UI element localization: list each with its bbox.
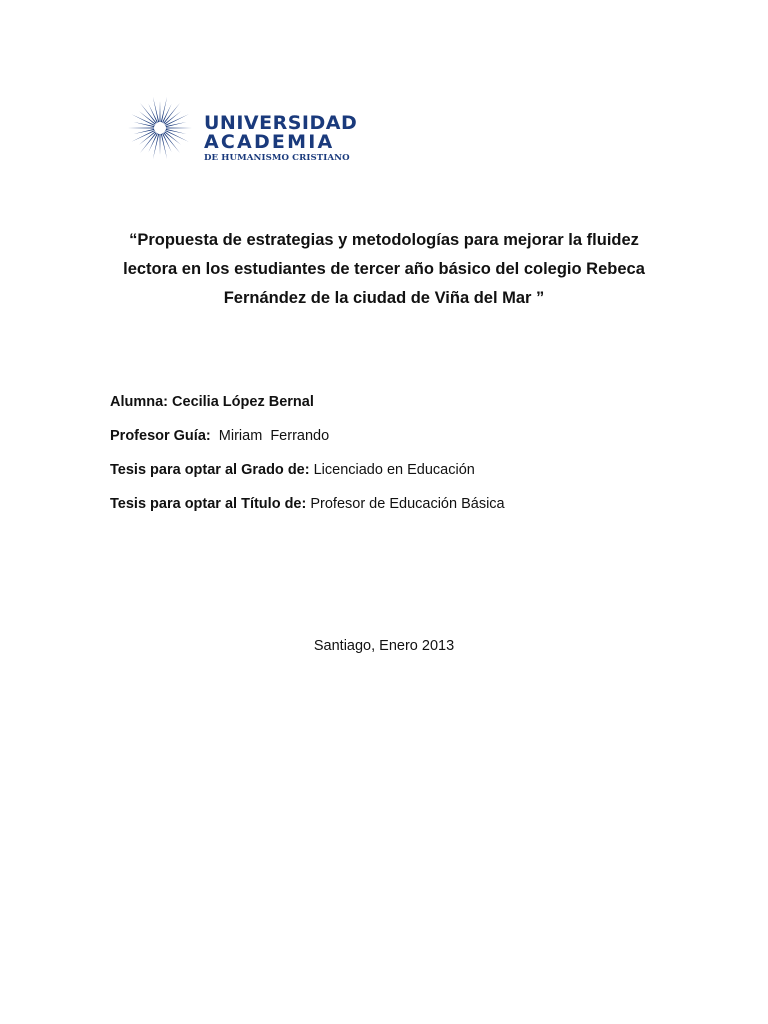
emblem-ray: [159, 134, 160, 155]
emblem-ray: [159, 101, 160, 122]
emblem-center: [156, 124, 165, 133]
detail-label: Tesis para optar al Grado de:: [110, 462, 310, 478]
detail-label: Alumna: Cecilia López Bernal: [110, 394, 314, 410]
emblem-ray: [128, 127, 154, 128]
emblem-ray: [163, 132, 180, 153]
place-and-date: Santiago, Enero 2013: [313, 638, 455, 654]
emblem-ray: [153, 97, 159, 122]
emblem-ray: [134, 129, 155, 134]
emblem-ray: [140, 103, 157, 124]
emblem-ray: [140, 132, 157, 153]
thesis-title: “Propuesta de estrategias y metodologías para mejorar la fluidez lectora en los estudiantes de tercer año básico del colegio Rebeca Fernández de la ciudad de Viña del Mar ”: [123, 231, 645, 307]
detail-row-title: [110, 494, 670, 528]
detail-label: Tesis para optar al Título de:: [110, 496, 307, 512]
logo-line-subtitle: DE HUMANISMO CRISTIANO: [204, 153, 350, 163]
emblem-ray: [166, 122, 187, 127]
logo-line-universidad: UNIVERSIDAD: [204, 112, 358, 134]
detail-row-advisor: [110, 426, 670, 460]
emblem-ray: [161, 97, 167, 122]
detail-value: Licenciado en Educación: [309, 462, 475, 478]
emblem-ray: [166, 127, 192, 128]
detail-label: Profesor Guía:: [110, 428, 211, 444]
starburst-emblem-icon: [126, 96, 196, 162]
thesis-details: [110, 392, 670, 528]
detail-row-degree: [110, 460, 670, 494]
university-logo: [126, 96, 366, 166]
emblem-ray: [134, 122, 155, 127]
emblem-ray: [161, 134, 167, 159]
detail-value: Profesor de Educación Básica: [306, 496, 505, 512]
logo-wordmark: [204, 114, 364, 164]
emblem-ray: [166, 129, 187, 134]
emblem-ray: [153, 134, 159, 159]
emblem-ray: [163, 103, 180, 124]
detail-value: Miriam Ferrando: [210, 428, 330, 444]
logo-line-academia: ACADEMIA: [204, 131, 335, 153]
detail-row-student: [110, 392, 670, 426]
